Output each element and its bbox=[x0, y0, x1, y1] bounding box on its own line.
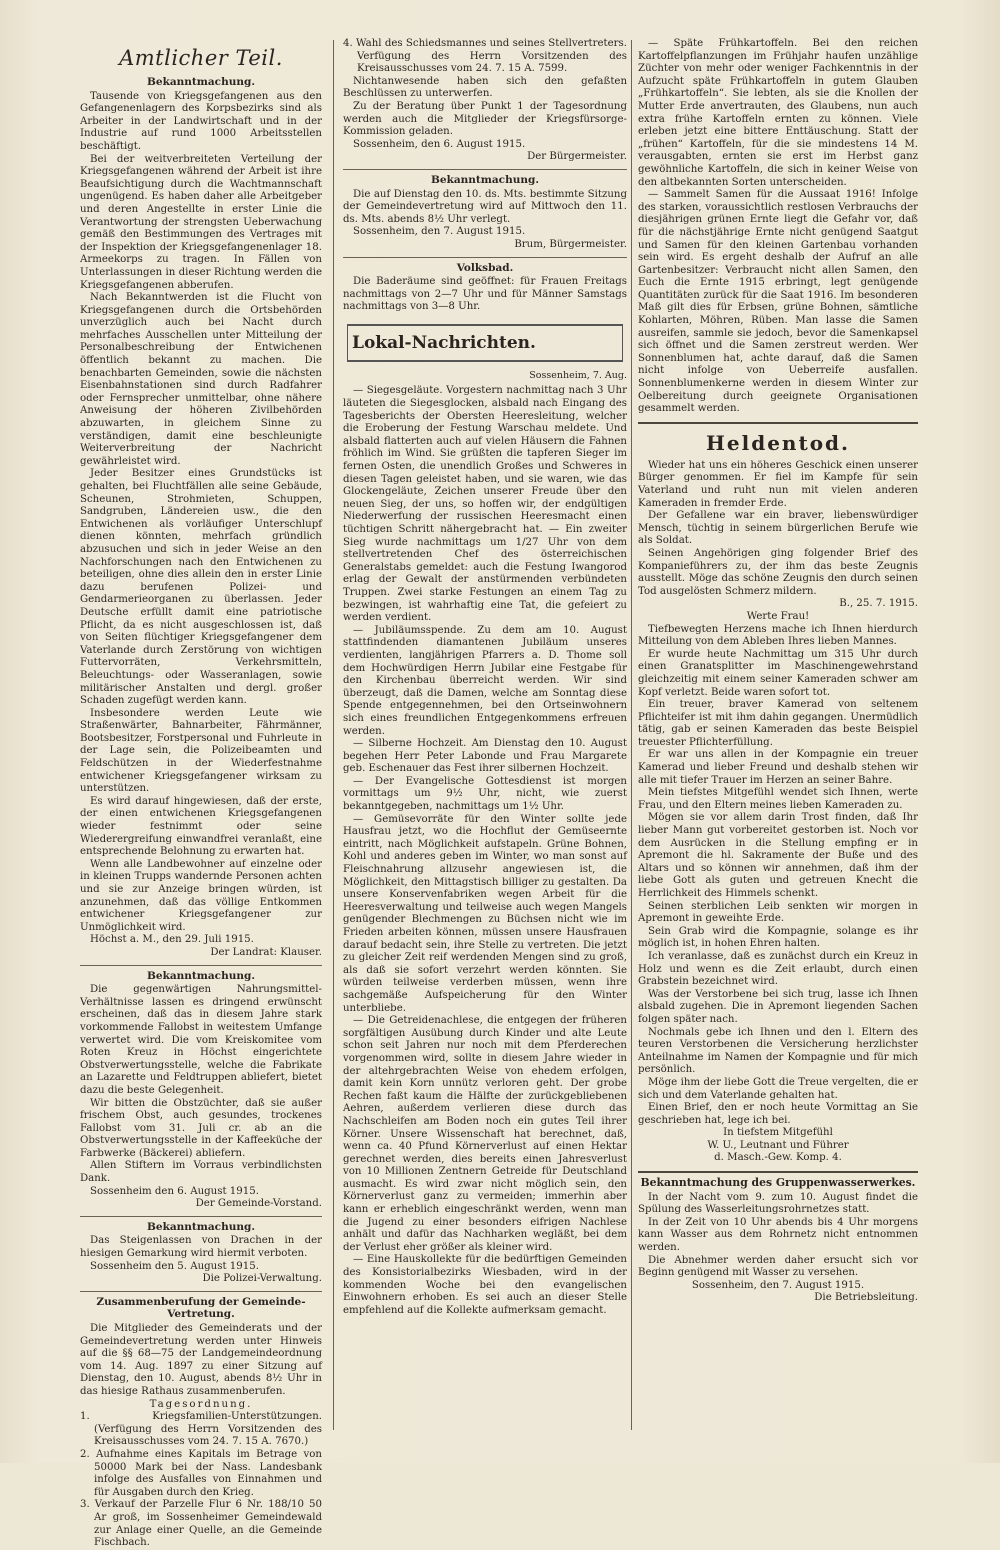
letter-paragraph: Nochmals gebe ich Ihnen und den l. Eltern des teuren Verstorbenen die Versicherung herzlichster Anteilnahme im Namen der Kompagnie und für mich persönlich. bbox=[638, 1026, 918, 1076]
letter-signature: d. Masch.-Gew. Komp. 4. bbox=[714, 1152, 842, 1164]
letter-paragraph: Er wurde heute Nachmittag um 315 Uhr durch einen Granatsplitter im Maschinengewehrstand gleichzeitig mit einem seiner Kameraden schwer am Kopf verletzt. Beide waren sofort tot. bbox=[638, 648, 918, 698]
news-item: — Gemüsevorräte für den Winter sollte jede Hausfrau jetzt, wo die Hochflut der Gemüseernte eintritt, nach Möglichkeit aufstapeln. Grüne Bohnen, Kohl und anderes geben im Winter, wo man sonst auf Fleischnahrung allzusehr angewiesen ist, die Möglichkeit, den Mittagstisch billiger zu gestalten. Da unsere Konservenfabriken wegen Arbeit für die Heeresverwaltung und teilweise auch wegen Mangels genügender Blechmengen zu Büchsen nicht wie im Frieden arbeiten können, müssen unsere Hausfrauen darauf bedacht sein, ihre Stelle zu vertreten. Die jetzt zu gleicher Zeit reif werdenden Mengen sind zu groß, als daß sie sofort verzehrt werden könnten. Sie würden teilweise verderben müssen, wenn ihre sachgemäße Aufspeicherung für den Winter unterbliebe. bbox=[343, 813, 627, 1014]
notice-signature: Der Bürgermeister. bbox=[527, 151, 627, 163]
obituary-paragraph: Wieder hat uns ein höheres Geschick einen unserer Bürger genommen. Er fiel im Kampfe für sein Vaterland und ruht nun mit vielen anderen Kameraden in fremder Erde. bbox=[638, 459, 918, 509]
letter-paragraph: Er war uns allen in der Kompagnie ein treuer Kamerad und lieber Freund und deshalb stehen wir alle mit tiefer Trauer im Herzen an seiner Bahre. bbox=[638, 749, 918, 786]
letter-paragraph: Was der Verstorbene bei sich trug, lasse ich Ihnen alsbald zugehen. Die in Apremont liegenden Sachen folgen später nach. bbox=[638, 988, 918, 1025]
divider bbox=[80, 1216, 322, 1217]
obituary-paragraph: Seinen Angehörigen ging folgender Brief des Kompanieführers zu, der ihm das beste Zeugnis ausstellt. Möge das schöne Zeugnis den durch seinen Tod ausgelösten Schmerz mildern. bbox=[638, 547, 918, 597]
notice-paragraph: Jeder Besitzer eines Grundstücks ist gehalten, bei Fluchtfällen alle seine Gebäude, Scheunen, Strohmieten, Schuppen, Sandgruben, Ländereien usw., die den Entwichenen als vorläufiger Unterschlupf dienen könnten, mehrfach gründlich abzusuchen und sich in jeder Weise an den Nachforschungen nach den Entwichenen zu beteiligen, ohne dies allein den in erster Linie dazu berufenen Polizei- und Gendarmerieorganen zu überlassen. Jeder Deutsche erfüllt damit eine patriotische Pflicht, da es nicht ausgeschlossen ist, daß von Seiten flüchtiger Kriegsgefangener dem Vaterlande durch Zerstörung von wichtigen Futtervorräten, Verkehrsmitteln, Beleuchtungs- oder Wasseranlagen, sowie militärischer Anstalten und dergl. großer Schaden zugefügt werden kann. bbox=[80, 468, 322, 707]
letter-paragraph: Einen Brief, den er noch heute Vormittag an Sie geschrieben hat, lege ich bei. bbox=[638, 1102, 918, 1126]
notice-heading: Bekanntmachung. bbox=[147, 1220, 255, 1233]
column-3 bbox=[638, 38, 918, 1418]
notice-heading: Bekanntmachung. bbox=[147, 76, 255, 88]
notice-paragraph: Die auf Dienstag den 10. ds. Mts. bestimmte Sitzung der Gemeindevertretung wird auf Mittwoch den 11. ds. Mts. abends 8½ Uhr verlegt. bbox=[343, 188, 627, 225]
column-rule-1 bbox=[333, 40, 334, 1430]
notice-heading: Bekanntmachung. bbox=[431, 173, 539, 186]
notice-paragraph: Das Steigenlassen von Drachen in der hiesigen Gemarkung wird hiermit verboten. bbox=[80, 1235, 322, 1260]
lokal-nachrichten-title: Lokal-Nachrichten. bbox=[347, 324, 623, 362]
notice-paragraph: Insbesondere werden Leute wie Straßenwärter, Bahnarbeiter, Fährmänner, Bootsbesitzer, Forstpersonal und Fuhrleute in der Lage sein, die Polizeibeamten und Feldschützen in der Wiederfestnahme entwichener Kriegsgefangener wirksam zu unterstützen. bbox=[80, 707, 322, 795]
letter-paragraph: Ich veranlasse, daß es zunächst durch ein Kreuz in Holz und wenn es die Zeit erlaubt, durch einen Grabstein bezeichnet wird. bbox=[638, 950, 918, 988]
notice-signature: Die Betriebsleitung. bbox=[814, 1292, 918, 1304]
notice-signature: Brum, Bürgermeister. bbox=[514, 238, 627, 250]
notice-paragraph: Es wird darauf hingewiesen, daß der erste, der einen entwichenen Kriegsgefangenen wieder festnimmt oder seine Wiederergreifung einwandfrei veranlaßt, eine entsprechende Belohnung zu erwarten hat. bbox=[80, 795, 322, 858]
notice-paragraph: Nichtanwesende haben sich den gefaßten Beschlüssen zu unterwerfen. bbox=[343, 75, 627, 100]
agenda-item: 2. Aufnahme eines Kapitals im Betrage von 50000 Mark bei der Nass. Landesbank infolge des Ausfalles von Einnahmen und für Ausgaben durch den Krieg. bbox=[80, 1448, 322, 1498]
divider bbox=[343, 257, 627, 258]
agenda-item: 1. Kriegsfamilien-Unterstützungen. (Verfügung des Herrn Vorsitzenden des Kreisausschusses vom 24. 7. 15 A. 7670.) bbox=[80, 1411, 322, 1448]
divider bbox=[80, 1291, 322, 1292]
notice-paragraph: In der Zeit von 10 Uhr abends bis 4 Uhr morgens kann Wasser aus dem Rohrnetz nicht entnommen werden. bbox=[638, 1216, 918, 1254]
notice-paragraph: Die gegenwärtigen Nahrungsmittel-Verhältnisse lassen es dringend erwünscht erscheinen, daß das in diesem Jahre stark vorkommende Fallobst in weitestem Umfange verwertet wird. Die vom Kreiskomitee vom Roten Kreuz in Höchst eingerichtete Obstverwertungsstelle, welche die Fabrikate an Lazarette und Feldtruppen abliefert, bietet dazu die beste Gelegenheit. bbox=[80, 984, 322, 1096]
notice-signature: Der Gemeinde-Vorstand. bbox=[195, 1198, 322, 1210]
agenda-list-continued bbox=[343, 38, 627, 76]
notice-paragraph: Wir bitten die Obstzüchter, daß sie außer frischem Obst, auch gesundes, trockenes Fallobst vom 31. Juli cr. ab an die Obstverwertungsstelle in der Kaffeeküche der Farbwerke (Bäckerei) abliefern. bbox=[80, 1097, 322, 1159]
letter-salutation: Werte Frau! bbox=[746, 610, 810, 622]
notice-paragraph: Zu der Beratung über Punkt 1 der Tagesordnung werden auch die Mitglieder der Kriegsfürsorge-Kommission geladen. bbox=[343, 100, 627, 138]
notice-heading: Bekanntmachung. bbox=[147, 969, 255, 982]
news-item: — Jubiläumsspende. Zu dem am 10. August stattfindenden diamantenen Jubiläum unseres verdienten, langjährigen Pfarrers a. D. Thome soll dem Hochwürdigen Herrn Jubilar eine Festgabe für den Kirchenbau überreicht werden. Wir sind überzeugt, daß die Damen, welche am Sonntag diese Spende entgegennehmen, bei den Ortseinwohnern sich eines freundlichen Entgegenkommens erfreuen werden. bbox=[343, 624, 627, 737]
letter-paragraph: Tiefbewegten Herzens mache ich Ihnen hierdurch Mitteilung von dem Ableben Ihres lieben Mannes. bbox=[638, 623, 918, 648]
column-rule-2 bbox=[631, 40, 632, 1430]
divider bbox=[80, 965, 322, 966]
letter-paragraph: Sein Grab wird die Kompagnie, solange es ihr möglich ist, in hohen Ehren halten. bbox=[638, 925, 918, 950]
notice-paragraph: Tausende von Kriegsgefangenen aus den Gefangenenlagern des Korpsbezirks sind als Arbeiter in der Landwirtschaft und in der Industrie auf rund 1000 Arbeitsstellen beschäftigt. bbox=[80, 90, 322, 152]
notice-heading: Volksbad. bbox=[456, 261, 514, 274]
notice-date: Sossenheim, den 7. August 1915. bbox=[691, 1279, 865, 1291]
wasserwerk-heading: Bekanntmachung des Gruppenwasserwerkes. bbox=[640, 1176, 916, 1190]
letter-signature: W. U., Leutnant und Führer bbox=[707, 1139, 849, 1151]
column-2 bbox=[343, 38, 627, 1316]
notice-paragraph: Bei der weitverbreiteten Verteilung der Kriegsgefangenen während der Arbeit ist ihre Beaufsichtigung durch die Wachtmannschaft ungenügend. Es haben daher alle Arbeitgeber und deren Angestellte in erster Linie die Verantwortung der strengsten Ueberwachung gemäß den Bestimmungen des Vertrages mit der Inspektion der Kriegsgefangenenlager 18. Armeekorps zu tragen. In Fällen von Unterlassungen in dieser Richtung werden die Kriegsgefangenen abberufen. bbox=[80, 153, 322, 291]
letter-paragraph: Seinen sterblichen Leib senkten wir morgen in Apremont in geweihte Erde. bbox=[638, 900, 918, 925]
section-title-amtlicher-teil: Amtlicher Teil. bbox=[119, 46, 283, 70]
agenda-list bbox=[80, 1411, 322, 1550]
divider bbox=[343, 169, 627, 170]
news-item: — Silberne Hochzeit. Am Dienstag den 10. August begehen Herr Peter Labonde und Frau Margarete geb. Eschenauer das Fest ihrer silbernen Hochzeit. bbox=[343, 738, 627, 775]
notice-heading: Zusammenberufung der Gemeinde-Vertretung. bbox=[96, 1295, 306, 1321]
heldentod-title: Heldentod. bbox=[706, 430, 850, 455]
notice-date: Sossenheim, den 7. August 1915. bbox=[353, 226, 526, 238]
obituary-paragraph: Der Gefallene war ein braver, liebenswürdiger Mensch, tüchtig in seinem bürgerlichen Berufe wie als Soldat. bbox=[638, 510, 918, 547]
notice-paragraph: Die Mitglieder des Gemeinderats und der Gemeindevertretung werden unter Hinweis auf die §§ 68—75 der Landgemeindeordnung vom 14. Aug. 1897 zu einer Sitzung auf Dienstag, den 10. August, abends 8½ Uhr in das hiesige Rathaus zusammenberufen. bbox=[80, 1323, 322, 1397]
dateline: Sossenheim, 7. Aug. bbox=[529, 369, 627, 381]
news-item: — Eine Hauskollekte für die bedürftigen Gemeinden des Konsistorialbezirks Wiesbaden, wird in der kommenden Woche bei den evangelischen Einwohnern erhoben. Es sei auch an dieser Stelle empfehlend auf die Kollekte aufmerksam gemacht. bbox=[343, 1254, 627, 1316]
notice-paragraph: Wenn alle Landbewohner auf einzelne oder in kleinen Trupps wandernde Personen achten und sie zur Anzeige bringen würden, ist anzunehmen, daß das völlige Entkommen entwichener Kriegsgefangener zur Unmöglichkeit wird. bbox=[80, 858, 322, 933]
divider bbox=[638, 1171, 918, 1173]
notice-date: Sossenheim den 5. August 1915. bbox=[90, 1260, 259, 1272]
notice-date: Höchst a. M., den 29. Juli 1915. bbox=[90, 934, 254, 946]
notice-paragraph: Die Baderäume sind geöffnet: für Frauen Freitags nachmittags von 2—7 Uhr und für Männer Samstags nachmittags von 3—8 Uhr. bbox=[343, 276, 627, 313]
notice-paragraph: In der Nacht vom 9. zum 10. August findet die Spülung des Wasserleitungsrohrnetzes statt. bbox=[638, 1191, 918, 1216]
agenda-heading: Tagesordnung. bbox=[149, 1398, 253, 1410]
letter-paragraph: Mögen sie vor allem darin Trost finden, daß Ihr lieber Mann gut vorbereitet gestorben ist. Noch vor dem Ausrücken in die Stellung empfing er in Apremont die hl. Sakramente der Buße und des Altars und so können wir annehmen, daß ihm der liebe Gott als guten und getreuen Knecht die Herrlichkeit des Himmels schenkt. bbox=[638, 812, 918, 899]
letter-closing: In tiefstem Mitgefühl bbox=[723, 1127, 833, 1139]
letter-paragraph: Möge ihm der liebe Gott die Treue vergelten, die er sich und dem Vaterlande gehalten hat. bbox=[638, 1076, 918, 1101]
agenda-item: 3. Verkauf der Parzelle Flur 6 Nr. 188/10 50 Ar groß, im Sossenheimer Gemeindewald zur Anlage einer Quelle, an die Gemeinde Fischbach. bbox=[80, 1499, 322, 1549]
notice-paragraph: Allen Stiftern im Vorraus verbindlichsten Dank. bbox=[80, 1160, 322, 1185]
notice-signature: Die Polizei-Verwaltung. bbox=[202, 1273, 322, 1285]
column-1 bbox=[80, 38, 322, 1549]
divider bbox=[638, 422, 918, 424]
news-item: — Siegesgeläute. Vorgestern nachmittag nach 3 Uhr läuteten die Siegesglocken, alsbald nach Eingang des Tagesberichts der Obersten Heeresleitung, welcher die Eroberung der Festung Warschau meldete. Und alsbald flatterten auch auf vielen Häusern die Fahnen fröhlich im Wind. Sie grüßten die tapferen Sieger im fernen Osten, die unendlich Großes und Schweres in diesen Tagen geleistet haben, und sie waren, wie das Glockengeläute, Zeichen unserer Freude über den neuen Sieg, der uns, so hoffen wir, der endgültigen Niederwerfung der russischen Heeresmacht einen tüchtigen Schritt nähergebracht hat. — Ein zweiter Sieg wurde nachmittags um 1/27 Uhr von dem stellvertretenden Chef des österreichischen Generalstabs gemeldet: auch die Festung Iwangorod erlag der Gewalt der anstürmenden verbündeten Truppen. Zwei starke Festungen an einem Tag zu bezwingen, ist wahrhaftig eine Tat, die gefeiert zu werden verdient. bbox=[343, 385, 627, 624]
news-item: — Sammelt Samen für die Aussaat 1916! Infolge des starken, voraussichtlich restlosen Verbrauchs der diesjährigen grünen Ernte liegt die Gefahr vor, daß für die nächstjährige Ernte nicht genügend Saatgut und Samen für den kleinen Gartenbau vorhanden sein wird. Es ergeht deshalb der Aufruf an alle Gartenbesitzer: Verbraucht nicht allen Samen, den Euch die Ernte 1915 erbringt, legt genügende Quantitäten zurück für die Saat 1916. Im besonderen Maß gilt dies für Erbsen, grüne Bohnen, sämtliche Kohlarten, Möhren, Rüben. Man lasse die Samen ausreifen, sammle sie jedoch, bevor die Samenkapsel sich öffnet und die Samen zerstreut werden. Wer Sonnenblumen hat, achte darauf, daß die Samen nicht infolge von Ueberreife ausfallen. Sonnenblumenkerne werden in diesem Winter zur Oelbereitung durch geeignete Organisationen gesammelt werden. bbox=[638, 189, 918, 415]
news-item: — Die Getreidenachlese, die entgegen der früheren sorgfältigen Ausübung durch Kinder und alte Leute schon seit Jahren nur noch mit dem Pferderechen vorgenommen wird, sollte in diesem Jahre wieder in der altehrgebrachten Weise von ehedem erfolgen, damit kein Korn unnütz verloren geht. Der grobe Rechen faßt kaum die Hälfte der zurückgebliebenen Aehren, außerdem verlieren diese durch das Nachschleifen am Boden noch ein gutes Teil ihrer Körner. Unsere Wissenschaft hat berechnet, daß, wenn ca. 40 Pfund Körnerverlust auf einen Hektar gerechnet werden, dies bereits einen Jahresverlust von 10 Millionen Zentnern Getreide für Deutschland ausmacht. Es wird zwar nicht möglich sein, den Körnerverlust ganz zu vermeiden; immerhin aber kann er erheblich eingeschränkt werden, wenn man die Jugend zu einer besonders eifrigen Nachlese anhält und dafür das Nachharken wegläßt, bei dem der Verlust eher größer als kleiner wird. bbox=[343, 1015, 627, 1253]
letter-paragraph: Mein tiefstes Mitgefühl wendet sich Ihnen, werte Frau, und den Eltern meines lieben Kameraden zu. bbox=[638, 787, 918, 811]
agenda-item: 4. Wahl des Schiedsmannes und seines Stellvertreters. Verfügung des Herrn Vorsitzenden des Kreisausschusses vom 24. 7. 15 A. 7599. bbox=[343, 38, 627, 75]
letter-date: B., 25. 7. 1915. bbox=[839, 598, 918, 610]
letter-paragraph: Ein treuer, braver Kamerad von seltenem Pflichteifer ist mit ihm dahin gegangen. Unermüdlich tätig, gab er seinen Kameraden das beste Beispiel treuester Pflichterfüllung. bbox=[638, 699, 918, 748]
notice-date: Sossenheim, den 6. August 1915. bbox=[353, 138, 526, 150]
notice-paragraph: Die Abnehmer werden daher ersucht sich vor Beginn genügend mit Wasser zu versehen. bbox=[638, 1254, 918, 1279]
notice-signature: Der Landrat: Klauser. bbox=[210, 946, 322, 958]
news-item: — Der Evangelische Gottesdienst ist morgen vormittags um 9½ Uhr, nicht, wie zuerst bekanntgegeben, nachmittags um 1½ Uhr. bbox=[343, 775, 627, 813]
notice-date: Sossenheim den 6. August 1915. bbox=[90, 1185, 259, 1197]
news-item: — Späte Frühkartoffeln. Bei den reichen Kartoffelpflanzungen im Frühjahr haufen unzählige Züchter von mehr oder weniger Fachkenntnis in der Aufzucht späte Frühkartoffeln in gutem Glauben „Frühkartoffeln“. Sie lebten, als sie die Knollen der Mutter Erde anvertrauten, des Glaubens, nun auch extra frühe Kartoffeln ernten zu können. Viele erleben jetzt eine bittere Enttäuschung. Statt der „frühen“ Kartoffeln, für die sie mindestens 14 M. verausgabten, ernten sie erst im Herbst ganz gewöhnliche Kartoffeln, die sich in keiner Weise von den altbekannten Sorten unterscheiden. bbox=[638, 38, 918, 188]
notice-paragraph: Nach Bekanntwerden ist die Flucht von Kriegsgefangenen durch die Ortsbehörden unverzüglich auch bei Nacht durch mehrfaches Ausschellen unter Mitteilung der Personalbeschreibung der Entwichenen öffentlich bekannt zu machen. Die benachbarten Gemeinden, sowie die nächsten Eisenbahnstationen sind durch Radfahrer oder Fernsprecher unmittelbar, ohne nähere Anweisung der höheren Zivilbehörden abzuwarten, in gleichem Sinne zu verständigen, damit eine beschleunigte Weiterverbreitung der Nachricht gewährleistet wird. bbox=[80, 292, 322, 467]
